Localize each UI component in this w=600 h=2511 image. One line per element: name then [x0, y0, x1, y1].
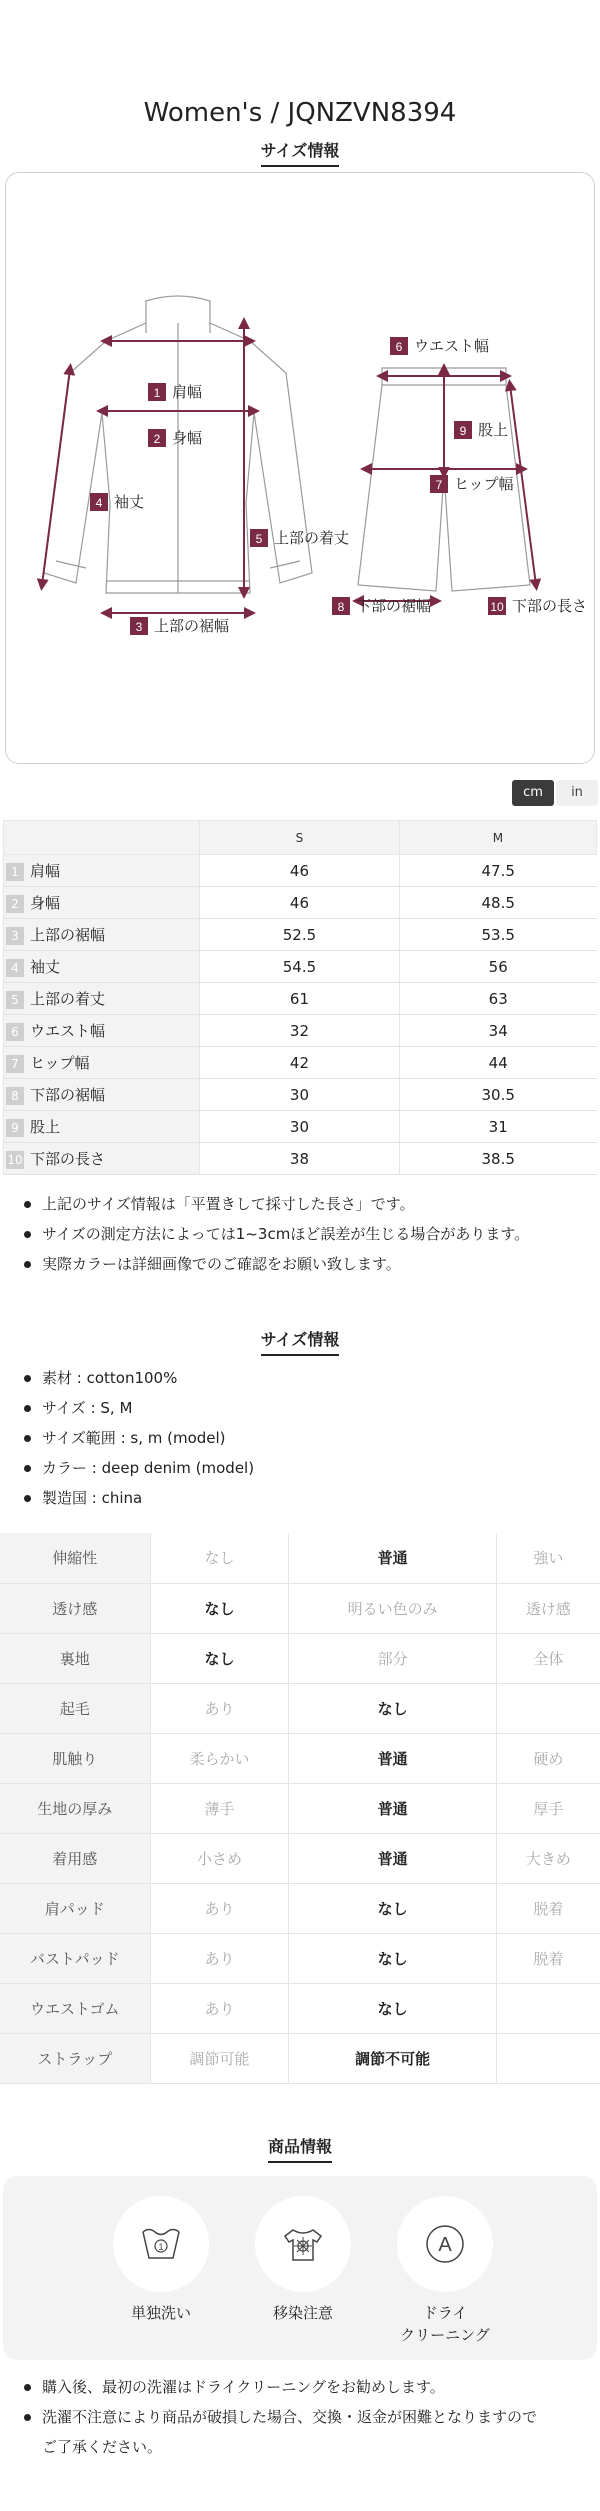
- product-info-heading: サイズ情報: [0, 1327, 600, 1361]
- fabric-attribute: バストパッド: [0, 1933, 150, 1983]
- size-notes: [0, 1175, 600, 1279]
- fabric-option: 普通: [289, 1783, 496, 1833]
- size-value: 34: [399, 1015, 596, 1047]
- fabric-option: 硬め: [496, 1733, 600, 1783]
- fabric-option: なし: [150, 1533, 289, 1583]
- row-label: 下部の長さ: [30, 1150, 106, 1168]
- care-heading: 商品情報: [0, 2134, 600, 2168]
- size-value: 42: [200, 1047, 400, 1079]
- row-number: 10: [7, 1152, 23, 1167]
- size-value: 53.5: [399, 919, 596, 951]
- diagram-label-8: 下部の裾幅: [356, 598, 432, 615]
- size-value: 56: [399, 951, 596, 983]
- row-number: 7: [6, 1055, 24, 1073]
- row-label: 肩幅: [30, 862, 61, 880]
- size-table: [3, 820, 597, 1175]
- row-number: 2: [6, 895, 24, 913]
- fabric-row: [0, 1733, 600, 1783]
- size-row: [4, 1015, 597, 1047]
- unit-in-button[interactable]: in: [556, 780, 598, 806]
- row-number: 9: [6, 1119, 24, 1137]
- diagram-label-6: ウエスト幅: [414, 338, 490, 355]
- size-value: 46: [200, 887, 400, 919]
- svg-text:A: A: [438, 2233, 452, 2256]
- fabric-option: なし: [150, 1583, 289, 1633]
- garment-diagram: [6, 173, 596, 765]
- care-label: 単独洗い: [130, 2303, 191, 2322]
- svg-text:1: 1: [158, 2241, 164, 2252]
- size-value: 46: [200, 855, 400, 887]
- fabric-option: 調節可能: [150, 2033, 289, 2083]
- diagram-label-4: 袖丈: [114, 494, 145, 511]
- fabric-option: 透け感: [496, 1583, 600, 1633]
- diagram-num-9: 9: [459, 424, 467, 438]
- fabric-table: [0, 1533, 600, 2084]
- size-value: 32: [200, 1015, 400, 1047]
- fabric-option: なし: [289, 1983, 496, 2033]
- dry-clean-icon: [423, 2222, 467, 2266]
- fabric-option: [496, 1683, 600, 1733]
- size-value: 38: [200, 1143, 400, 1175]
- fabric-option: 普通: [289, 1833, 496, 1883]
- row-label: ヒップ幅: [30, 1054, 90, 1072]
- fabric-option: なし: [289, 1933, 496, 1983]
- size-row: [4, 1143, 597, 1175]
- size-row: [4, 983, 597, 1015]
- row-number: 6: [6, 1023, 24, 1041]
- fabric-row: [0, 1833, 600, 1883]
- size-row: [4, 951, 597, 983]
- diagram-num-7: 7: [435, 478, 443, 492]
- fabric-row: [0, 1633, 600, 1683]
- diagram-num-2: 2: [153, 432, 161, 446]
- spec-list: [0, 1361, 600, 1513]
- size-col-header: M: [399, 821, 596, 855]
- size-row: [4, 1047, 597, 1079]
- note-item: 上記のサイズ情報は「平置きして採寸した長さ」です。: [20, 1189, 600, 1219]
- fabric-attribute: 透け感: [0, 1583, 150, 1633]
- spec-item: サイズ : S, M: [20, 1393, 600, 1423]
- fabric-option: 大きめ: [496, 1833, 600, 1883]
- size-info-heading: サイズ情報: [0, 138, 600, 172]
- size-value: 61: [200, 983, 400, 1015]
- row-number: 5: [6, 991, 24, 1009]
- size-row: [4, 919, 597, 951]
- fabric-option: 薄手: [150, 1783, 289, 1833]
- diagram-num-6: 6: [395, 340, 403, 354]
- care-item: [395, 2196, 495, 2346]
- care-item: [253, 2196, 353, 2324]
- fabric-row: [0, 2033, 600, 2083]
- fabric-attribute: 肌触り: [0, 1733, 150, 1783]
- row-number: 4: [6, 959, 24, 977]
- row-label: 上部の裾幅: [30, 926, 106, 944]
- size-row: [4, 1079, 597, 1111]
- size-row: [4, 887, 597, 919]
- size-value: 30.5: [399, 1079, 596, 1111]
- size-value: 30: [200, 1079, 400, 1111]
- hand-wash-icon: [139, 2224, 183, 2264]
- fabric-option: 普通: [289, 1533, 496, 1583]
- diagram-label-10: 下部の長さ: [512, 598, 588, 615]
- care-note: 購入後、最初の洗濯はドライクリーニングをお勧めします。: [20, 2372, 600, 2402]
- fabric-attribute: 肩パッド: [0, 1883, 150, 1933]
- size-table-corner: [4, 821, 200, 855]
- size-value: 38.5: [399, 1143, 596, 1175]
- fabric-attribute: ウエストゴム: [0, 1983, 150, 2033]
- diagram-num-3: 3: [135, 620, 143, 634]
- size-value: 47.5: [399, 855, 596, 887]
- size-col-header: S: [200, 821, 400, 855]
- fabric-row: [0, 1533, 600, 1583]
- fabric-attribute: 生地の厚み: [0, 1783, 150, 1833]
- size-value: 48.5: [399, 887, 596, 919]
- fabric-option: あり: [150, 1883, 289, 1933]
- fabric-option: 全体: [496, 1633, 600, 1683]
- fabric-option: なし: [289, 1683, 496, 1733]
- fabric-option: なし: [150, 1633, 289, 1683]
- fabric-row: [0, 1783, 600, 1833]
- fabric-attribute: 起毛: [0, 1683, 150, 1733]
- row-label: 身幅: [30, 894, 61, 912]
- diagram-label-3: 上部の裾幅: [154, 618, 230, 635]
- size-value: 31: [399, 1111, 596, 1143]
- fabric-option: 普通: [289, 1733, 496, 1783]
- row-label: ウエスト幅: [30, 1022, 106, 1040]
- fabric-option: [496, 2033, 600, 2083]
- unit-cm-button[interactable]: cm: [512, 780, 554, 806]
- diagram-label-9: 股上: [478, 422, 509, 439]
- fabric-option: 小さめ: [150, 1833, 289, 1883]
- size-value: 63: [399, 983, 596, 1015]
- spec-item: 素材 : cotton100%: [20, 1363, 600, 1393]
- fabric-option: あり: [150, 1933, 289, 1983]
- unit-toggle: [0, 764, 600, 820]
- fabric-option: 明るい色のみ: [289, 1583, 496, 1633]
- diagram-label-1: 肩幅: [172, 384, 203, 401]
- fabric-option: なし: [289, 1883, 496, 1933]
- fabric-option: 脱着: [496, 1933, 600, 1983]
- size-value: 30: [200, 1111, 400, 1143]
- fabric-option: 強い: [496, 1533, 600, 1583]
- row-label: 袖丈: [30, 958, 61, 976]
- diagram-label-7: ヒップ幅: [454, 476, 514, 493]
- spec-item: サイズ範囲 : s, m (model): [20, 1423, 600, 1453]
- diagram-num-4: 4: [95, 496, 103, 510]
- dye-transfer-icon: [281, 2224, 325, 2264]
- diagram-num-1: 1: [153, 386, 161, 400]
- row-number: 1: [6, 863, 24, 881]
- row-number: 3: [6, 927, 24, 945]
- size-row: [4, 1111, 597, 1143]
- fabric-row: [0, 1933, 600, 1983]
- size-diagram: [5, 172, 595, 764]
- care-label: ドライ クリーニング: [400, 2303, 490, 2344]
- diagram-label-2: 身幅: [172, 430, 203, 447]
- fabric-option: あり: [150, 1983, 289, 2033]
- fabric-option: 部分: [289, 1633, 496, 1683]
- fabric-row: [0, 1583, 600, 1633]
- size-value: 44: [399, 1047, 596, 1079]
- spec-item: 製造国 : china: [20, 1483, 600, 1513]
- fabric-option: あり: [150, 1683, 289, 1733]
- fabric-attribute: 裏地: [0, 1633, 150, 1683]
- diagram-num-8: 8: [337, 600, 345, 614]
- fabric-option: 柔らかい: [150, 1733, 289, 1783]
- diagram-label-5: 上部の着丈: [274, 530, 350, 547]
- size-value: 52.5: [200, 919, 400, 951]
- size-row: [4, 855, 597, 887]
- care-notes: [0, 2360, 600, 2462]
- row-label: 下部の裾幅: [30, 1086, 106, 1104]
- size-value: 54.5: [200, 951, 400, 983]
- fabric-attribute: ストラップ: [0, 2033, 150, 2083]
- spec-item: カラー : deep denim (model): [20, 1453, 600, 1483]
- row-number: 8: [6, 1087, 24, 1105]
- diagram-num-10: 10: [490, 600, 504, 614]
- fabric-row: [0, 1883, 600, 1933]
- row-label: 上部の着丈: [30, 990, 106, 1008]
- fabric-attribute: 伸縮性: [0, 1533, 150, 1583]
- fabric-option: 厚手: [496, 1783, 600, 1833]
- fabric-option: 脱着: [496, 1883, 600, 1933]
- fabric-option: [496, 1983, 600, 2033]
- page-title: Women's / JQNZVN8394: [143, 98, 457, 128]
- care-item: [111, 2196, 211, 2324]
- fabric-option: 調節不可能: [289, 2033, 496, 2083]
- diagram-num-5: 5: [255, 532, 263, 546]
- fabric-attribute: 着用感: [0, 1833, 150, 1883]
- care-note: 洗濯不注意により商品が破損した場合、交換・返金が困難となりますので ご了承ください。: [20, 2402, 600, 2462]
- note-item: 実際カラーは詳細画像でのご確認をお願い致します。: [20, 1249, 600, 1279]
- row-label: 股上: [30, 1118, 61, 1136]
- note-item: サイズの測定方法によっては1~3cmほど誤差が生じる場合があります。: [20, 1219, 600, 1249]
- care-panel: [3, 2176, 597, 2360]
- care-label: 移染注意: [272, 2303, 333, 2322]
- fabric-row: [0, 1683, 600, 1733]
- fabric-row: [0, 1983, 600, 2033]
